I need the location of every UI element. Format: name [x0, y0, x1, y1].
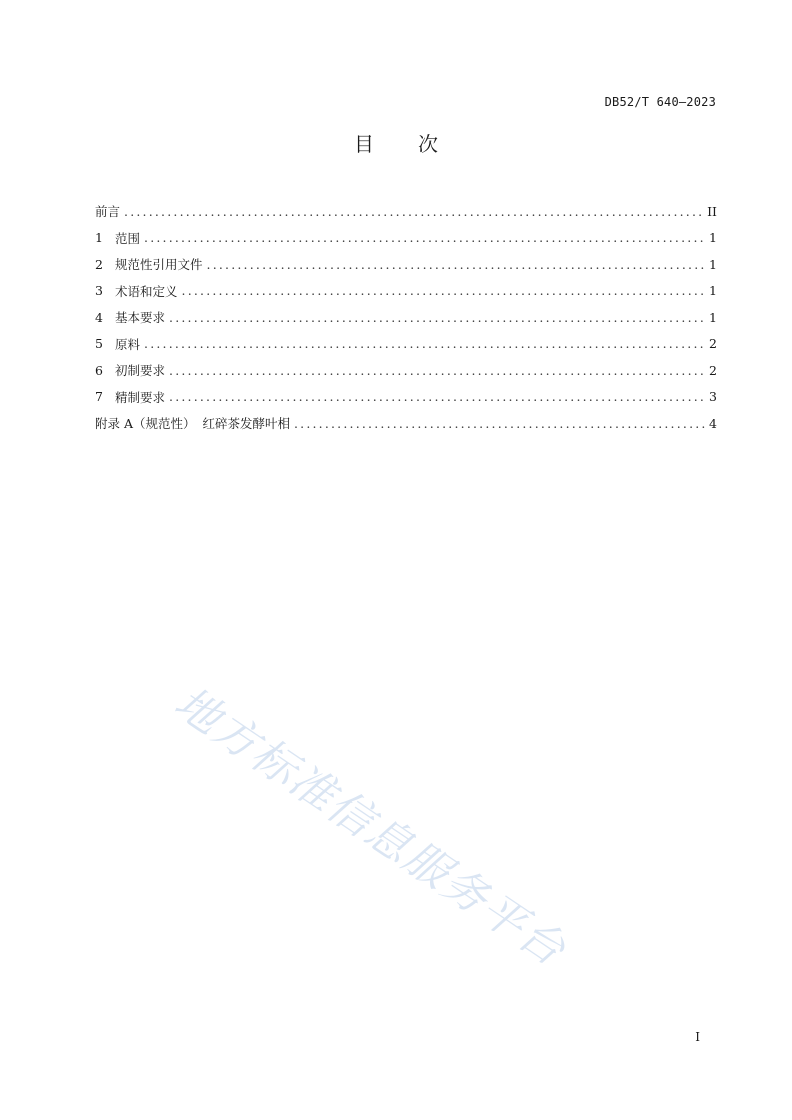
toc-item-label: 精制要求	[115, 389, 166, 405]
toc-item-label: 原料	[115, 336, 141, 352]
toc-item-foreword[interactable]	[95, 198, 717, 225]
toc-item-appendix-a[interactable]	[95, 410, 717, 437]
toc-item-label: 范围	[115, 230, 141, 246]
toc-leader-dots	[294, 416, 705, 431]
toc-item-page: 1	[709, 283, 717, 299]
toc-item-page: 1	[709, 309, 717, 325]
toc-leader-dots	[182, 283, 706, 298]
toc-item-number: 5	[95, 336, 103, 352]
toc-item-4[interactable]	[95, 304, 717, 331]
toc-item-label: 规范性引用文件	[115, 257, 203, 273]
toc-item-label: 基本要求	[115, 310, 166, 326]
toc-item-1[interactable]	[95, 225, 717, 252]
toc-appendix-title: 红碎茶发酵叶相	[202, 416, 290, 432]
toc-leader-dots	[124, 204, 703, 219]
watermark-text: 地方标准信息服务平台	[165, 677, 576, 977]
toc-item-page: 2	[709, 362, 717, 378]
toc-item-page: 1	[709, 256, 717, 272]
toc-item-6[interactable]	[95, 357, 717, 384]
toc-item-number: 4	[95, 309, 103, 325]
page-title	[0, 128, 792, 157]
toc-item-label: 前言	[95, 204, 121, 220]
page-title-right: 次	[418, 132, 438, 156]
toc-item-7[interactable]	[95, 384, 717, 411]
toc-item-3[interactable]	[95, 278, 717, 305]
toc-item-label: 初制要求	[115, 363, 166, 379]
document-code: DB52/T 640—2023	[604, 95, 716, 109]
toc-item-number: 6	[95, 362, 103, 378]
toc-leader-dots	[169, 389, 705, 404]
toc-item-number: 2	[95, 256, 103, 272]
toc-leader-dots	[144, 336, 705, 351]
toc-appendix-label: 附录 A（规范性）	[95, 416, 196, 432]
toc-leader-dots	[207, 257, 706, 272]
toc-item-5[interactable]	[95, 331, 717, 358]
toc-item-number: 1	[95, 230, 103, 246]
toc-item-number: 7	[95, 389, 103, 405]
toc-item-page: 4	[709, 415, 717, 431]
page-title-left: 目	[354, 132, 374, 156]
table-of-contents	[95, 198, 717, 437]
toc-item-page: 2	[709, 336, 717, 352]
page-number: I	[695, 1030, 700, 1044]
toc-item-page: II	[707, 203, 717, 219]
toc-item-number: 3	[95, 283, 103, 299]
toc-leader-dots	[169, 310, 705, 325]
toc-leader-dots	[169, 363, 705, 378]
toc-item-label: 术语和定义	[115, 283, 178, 299]
toc-item-page: 1	[709, 230, 717, 246]
toc-item-page: 3	[709, 389, 717, 405]
toc-item-2[interactable]	[95, 251, 717, 278]
toc-leader-dots	[144, 230, 705, 245]
